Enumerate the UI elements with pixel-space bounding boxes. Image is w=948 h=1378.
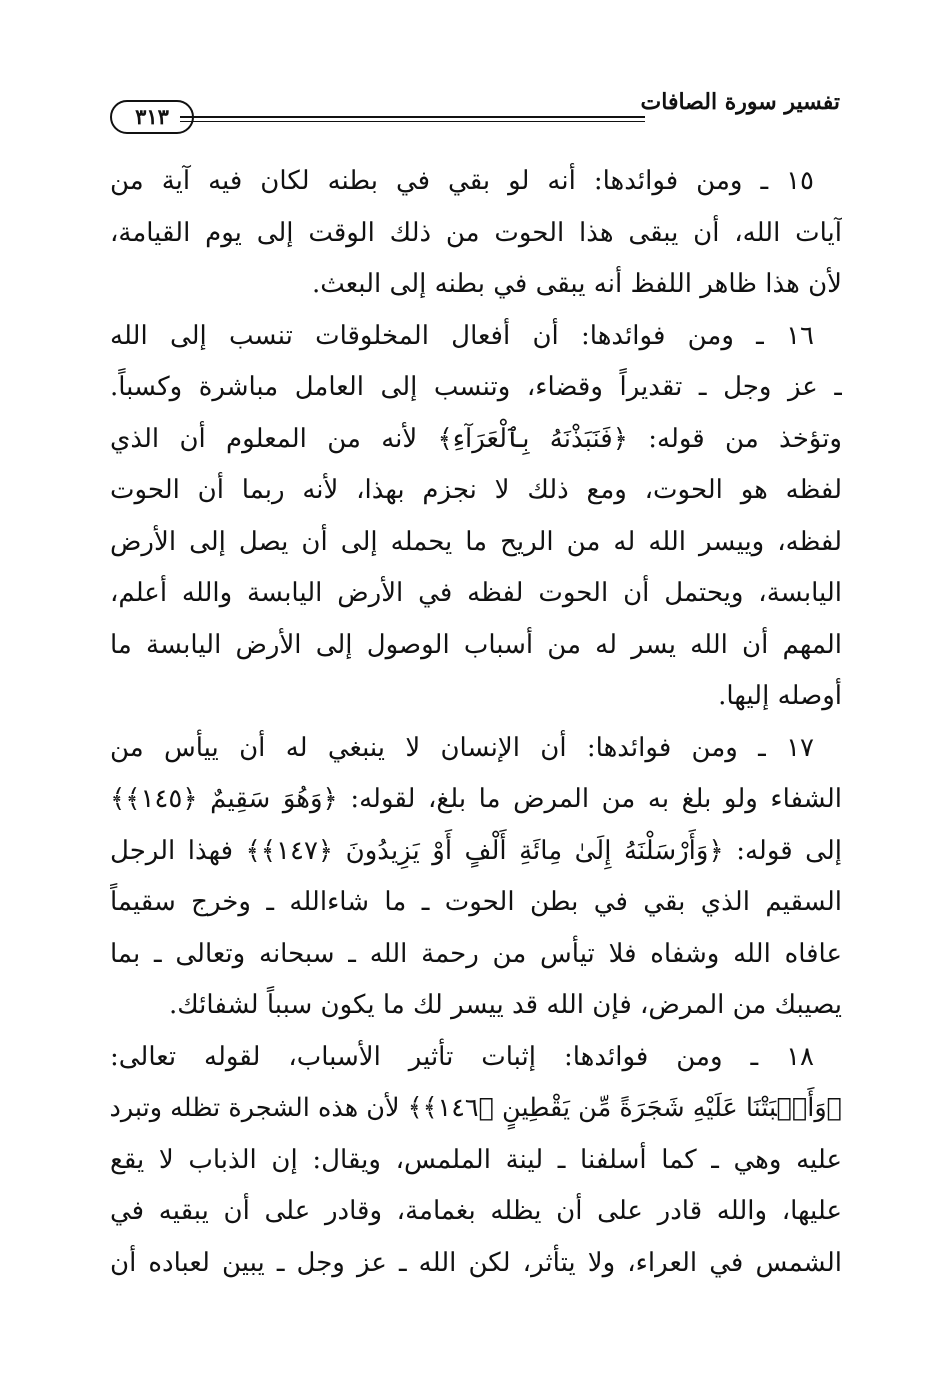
running-title: تفسير سورة الصافات [640, 89, 840, 115]
page-header [110, 82, 840, 134]
body-text [110, 156, 842, 1289]
text-line: يصيبك من المرض، فإن الله قد ييسر لك ما يكون سبباً لشفائك. [168, 990, 842, 1020]
text-line: ١٦ ـ ومن فوائدها: أن أفعال المخلوقات تنسب إلى الله [110, 320, 814, 351]
text-line: المهم أن الله يسر له من أسباب الوصول إلى الأرض اليابسة ما [110, 629, 842, 660]
text-line: عليها، والله قادر على أن يظله بغمامة، وقادر على أن يبقيه في [110, 1196, 842, 1226]
text-line: أوصله إليها. [718, 681, 842, 711]
text-line: وتؤخذ من قوله: ﴿فَنَبَذْنَهُ بِٱلْعَرَآءِ﴾ لأنه من المعلوم أن الذي [110, 423, 842, 454]
text-line: السقيم الذي بقي في بطن الحوت ـ ما شاءالله ـ وخرج سقيماً [110, 887, 842, 917]
text-line: لفظه هو الحوت، ومع ذلك لا نجزم بهذا، لأنه ربما أن الحوت [110, 475, 842, 505]
text-line: آيات الله، أن يبقى هذا الحوت من ذلك الوقت إلى يوم القيامة، [110, 217, 842, 248]
text-line: ﴿وَأَنۢبَتْنَا عَلَيْهِ شَجَرَةً مِّن يَقْطِينٍ ﴿١٤٦﴾﴾ لأن هذه الشجرة تظله وتبرد [110, 1093, 842, 1123]
text-line: عليه وهي ـ كما أسلفنا ـ لينة الملمس، ويقال: إن الذباب لا يقع [110, 1144, 842, 1175]
text-line: ١٨ ـ ومن فوائدها: إثبات تأثير الأسباب، لقوله تعالى: [110, 1041, 814, 1072]
text-line: لفظه، وييسر الله له من الريح ما يحمله إلى أن يصل إلى الأرض [110, 526, 842, 557]
text-line: اليابسة، ويحتمل أن الحوت لفظه في الأرض اليابسة والله أعلم، [110, 578, 842, 608]
text-line: إلى قوله: ﴿وَأَرْسَلْنَهُ إِلَىٰ مِائَةِ أَلْفٍ أَوْ يَزِيدُونَ ﴿١٤٧﴾﴾ فهذا الرجل [110, 835, 842, 866]
text-line: ١٧ ـ ومن فوائدها: أن الإنسان لا ينبغي له أن ييأس من [110, 732, 814, 763]
text-line: عافاه الله وشفاه فلا تيأس من رحمة الله ـ سبحانه وتعالى ـ بما [110, 938, 842, 969]
text-line: ـ عز وجل ـ تقديراً وقضاء، وتنسب إلى العامل مباشرة وكسباً. [110, 372, 842, 402]
header-rule [180, 116, 645, 122]
text-line: ١٥ ـ ومن فوائدها: أنه لو بقي في بطنه لكان فيه آية من [110, 166, 814, 196]
text-line: الشفاء ولو بلغ به من المرض ما بلغ، لقوله: ﴿وَهُوَ سَقِيمٌ ﴿١٤٥﴾﴾ [110, 784, 842, 814]
page-number: ٣١٣ [110, 100, 194, 134]
text-line: الشمس في العراء، ولا يتأثر، لكن الله ـ عز وجل ـ يبين لعباده أن [110, 1247, 842, 1278]
text-line: لأن هذا ظاهر اللفظ أنه يبقى في بطنه إلى البعث. [311, 269, 842, 299]
